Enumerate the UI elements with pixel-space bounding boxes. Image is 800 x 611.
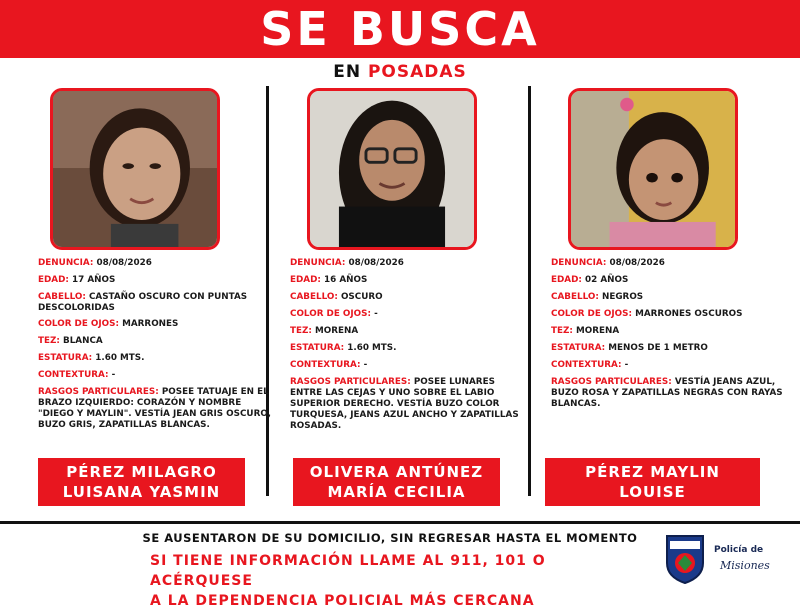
estatura-label: ESTATURA: [551, 343, 606, 353]
estatura-label: ESTATURA: [290, 343, 345, 353]
contextura-value: - [111, 370, 116, 380]
ojos-value: MARRONES [122, 319, 179, 329]
estatura-label: ESTATURA: [38, 353, 93, 363]
cabello-value: NEGROS [601, 292, 644, 302]
header-banner [0, 0, 800, 58]
person-card-1 [38, 86, 274, 516]
ojos-label: COLOR DE OJOS: [290, 309, 371, 319]
footer-cta-line1: SI TIENE INFORMACIÓN LLAME AL 911, 101 O ACÉRQUESE [150, 553, 546, 589]
rasgos-value: POSEE TATUAJE EN EL BRAZO IZQUIERDO: CORAZÓN Y NOMBRE "DIEGO Y MAYLIN". VESTÍA JEAN GRIS OSCURO, BUZO GRIS, ZAPATILLAS BLANCAS. [38, 387, 271, 430]
person-card-3 [551, 86, 787, 516]
contextura-label: CONTEXTURA: [551, 360, 622, 370]
cabello-value: OSCURO [340, 292, 383, 302]
person-card-2 [290, 86, 526, 516]
person-name-line1: OLIVERA ANTÚNEZ [309, 463, 484, 481]
contextura-value: - [363, 360, 368, 370]
logo-text-line2: Misiones [720, 559, 770, 572]
footer-cta-line2: A LA DEPENDENCIA POLICIAL MÁS CERCANA [150, 593, 535, 609]
cabello-label: CABELLO: [38, 292, 86, 302]
edad-label: EDAD: [38, 275, 69, 285]
rasgos-label: RASGOS PARTICULARES: [290, 377, 411, 387]
denuncia-value: 08/08/2026 [609, 258, 665, 268]
person-name-box-3 [545, 458, 760, 506]
person-photo-3 [568, 88, 738, 250]
rasgos-value: VESTÍA JEANS AZUL, BUZO ROSA Y ZAPATILLAS NEGRAS CON RAYAS BLANCAS. [551, 377, 783, 409]
tez-value: BLANCA [63, 336, 103, 346]
person-name-line2: LOUISE [619, 483, 686, 501]
contextura-label: CONTEXTURA: [290, 360, 361, 370]
contextura-label: CONTEXTURA: [38, 370, 109, 380]
edad-label: EDAD: [290, 275, 321, 285]
tez-label: TEZ: [290, 326, 312, 336]
police-shield-icon [664, 533, 706, 585]
person-photo-1 [50, 88, 220, 250]
denuncia-label: DENUNCIA: [551, 258, 607, 268]
edad-label: EDAD: [551, 275, 582, 285]
tez-label: TEZ: [38, 336, 60, 346]
ojos-label: COLOR DE OJOS: [551, 309, 632, 319]
footer-call-to-action [150, 551, 630, 611]
footer-notice: SE AUSENTARON DE SU DOMICILIO, SIN REGRESAR HASTA EL MOMENTO [142, 531, 638, 545]
estatura-value: 1.60 MTS. [347, 343, 397, 353]
rasgos-label: RASGOS PARTICULARES: [38, 387, 159, 397]
tez-value: MORENA [315, 326, 359, 336]
edad-value: 02 AÑOS [585, 275, 629, 285]
subtitle-city: POSADAS [367, 62, 467, 82]
police-logo [664, 533, 784, 587]
person-name-line2: LUISANA YASMIN [62, 483, 221, 501]
ojos-label: COLOR DE OJOS: [38, 319, 119, 329]
location-subtitle [0, 62, 800, 82]
person-details-2 [290, 258, 526, 437]
denuncia-label: DENUNCIA: [38, 258, 94, 268]
subtitle-prefix: EN [333, 62, 362, 82]
edad-value: 17 AÑOS [72, 275, 116, 285]
person-photo-2 [307, 88, 477, 250]
ojos-value: - [374, 309, 378, 319]
ojos-value: MARRONES OSCUROS [635, 309, 743, 319]
column-divider-right [528, 86, 531, 496]
rasgos-value: POSEE LUNARES ENTRE LAS CEJAS Y UNO SOBRE EL LABIO SUPERIOR DERECHO. VESTÍA BUZO COLOR TURQUESA, JEANS AZUL ANCHO Y ZAPATILLAS ROSADAS. [290, 377, 519, 431]
logo-text-line1: Policía de [714, 545, 764, 555]
denuncia-value: 08/08/2026 [348, 258, 404, 268]
rasgos-label: RASGOS PARTICULARES: [551, 377, 672, 387]
contextura-value: - [624, 360, 629, 370]
person-name-line1: PÉREZ MILAGRO [66, 463, 217, 481]
denuncia-label: DENUNCIA: [290, 258, 346, 268]
person-name-line1: PÉREZ MAYLIN [585, 463, 720, 481]
cabello-label: CABELLO: [551, 292, 599, 302]
person-details-3 [551, 258, 787, 415]
tez-value: MORENA [576, 326, 620, 336]
estatura-value: 1.60 MTS. [95, 353, 145, 363]
page-title: SE BUSCA [260, 2, 540, 56]
footer-divider [0, 521, 800, 524]
cabello-label: CABELLO: [290, 292, 338, 302]
edad-value: 16 AÑOS [324, 275, 368, 285]
person-details-1 [38, 258, 274, 436]
tez-label: TEZ: [551, 326, 573, 336]
estatura-value: MENOS DE 1 METRO [608, 343, 708, 353]
person-name-box-1 [38, 458, 245, 506]
person-name-box-2 [293, 458, 500, 506]
person-name-line2: MARÍA CECILIA [327, 483, 466, 501]
cabello-value: CASTAÑO OSCURO CON PUNTAS DESCOLORIDAS [38, 292, 248, 313]
denuncia-value: 08/08/2026 [96, 258, 152, 268]
